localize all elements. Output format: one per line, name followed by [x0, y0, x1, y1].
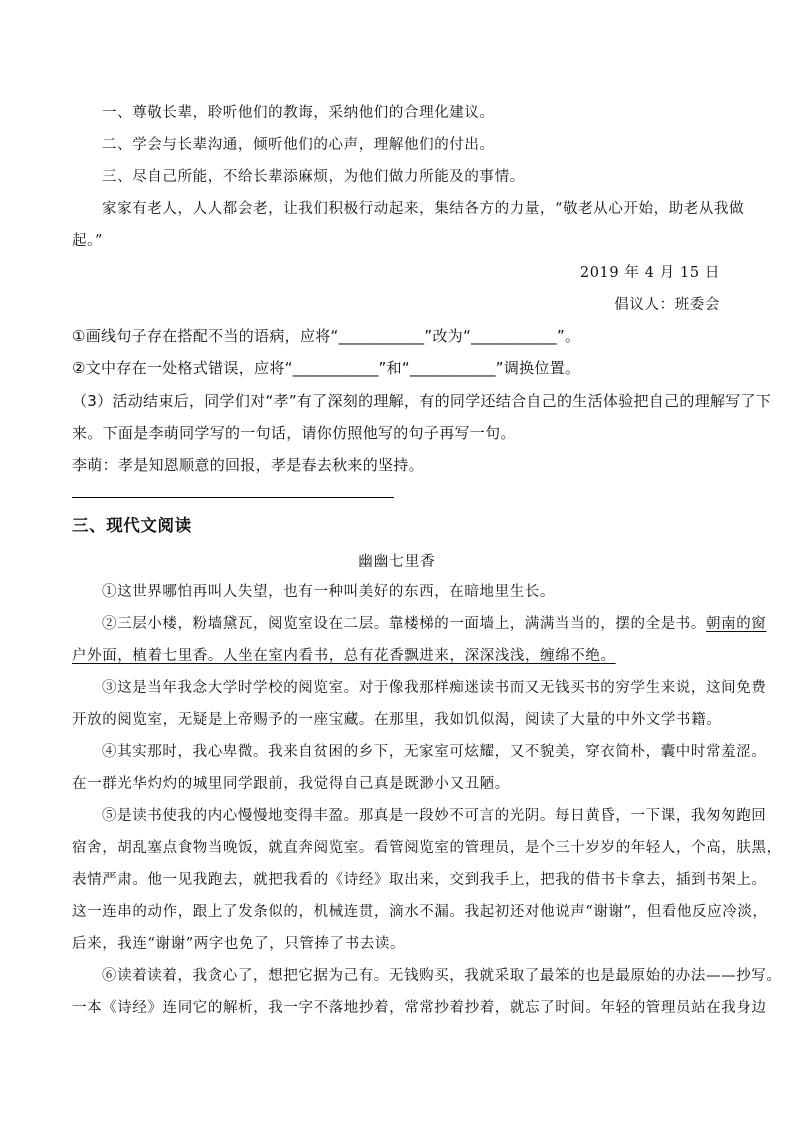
- proposal-signer: 倡议人：班委会: [614, 297, 720, 313]
- underlined-sentence-start: 朝南的窗: [706, 616, 767, 632]
- question-grammar: ①画线句子存在搭配不当的语病，应将“___________”改为“___________”。: [72, 327, 581, 345]
- proposal-closing-line-2: 起。”: [72, 233, 103, 249]
- article-para-5-line-2: 宿舍，胡乱塞点食物当晚饭，就直奔阅览室。看管阅览室的管理员，是个三十岁岁的年轻人，个高，肤黑，: [72, 840, 782, 856]
- article-para-4-line-2: 在一群光华灼灼的城里同学跟前，我觉得自己真是既渺小又丑陋。: [72, 776, 510, 792]
- question-3-line-1: （3）活动结束后，同学们对“孝”有了深刻的理解，有的同学还结合自己的生活体验把自己的理解写了下: [72, 392, 772, 410]
- article-para-5-line-3: 表情严肃。他一见我跑去，就把我看的《诗经》取出来，交到我手上，把我的借书卡拿去，插到书架上。: [72, 872, 767, 888]
- answer-line: [72, 497, 394, 498]
- proposal-item-3: 三、尽自己所能，不给长辈添麻烦，为他们做力所能及的事情。: [102, 169, 525, 185]
- article-para-5-line-5: 后来，我连“谢谢”两字也免了，只管捧了书去读。: [72, 936, 406, 952]
- question-format: ②文中存在一处格式错误，应将“___________”和“___________”调换位置。: [72, 359, 581, 377]
- proposal-date: 2019 年 4 月 15 日: [579, 265, 720, 281]
- underlined-sentence-end: 户外面，植着七里香。人坐在室内看书，总有花香飘进来，深深浅浅，缠绵不绝。: [72, 648, 616, 664]
- proposal-closing-line-1: 家家有老人，人人都会老，让我们积极行动起来，集结各方的力量，“敬老从心开始，助老从我做: [102, 201, 745, 217]
- article-para-6-line-1: ⑥读着读着，我贪心了，想把它据为己有。无钱购买，我就采取了最笨的也是最原始的办法——抄写。: [102, 968, 782, 984]
- article-para-6-line-2: 一本《诗经》连同它的解析，我一字不落地抄着，常常抄着抄着，就忘了时间。年轻的管理员站在我身边: [72, 1000, 767, 1016]
- question-3-line-2: 来。下面是李萌同学写的一句话，请你仿照他写的句子再写一句。: [72, 424, 516, 442]
- article-para-2-line-2: [72, 646, 720, 666]
- question-3-example: 李萌：孝是知恩顺意的回报，孝是春去秋来的坚持。: [72, 456, 424, 474]
- article-para-1: ①这世界哪怕再叫人失望，也有一种叫美好的东西，在暗地里生长。: [102, 584, 555, 600]
- article-para-5-line-4: 这一连串的动作，跟上了发条似的，机械连贯，滴水不漏。我起初还对他说声“谢谢”，但看他反应冷淡，: [72, 904, 768, 920]
- proposal-item-2: 二、学会与长辈沟通，倾听他们的心声，理解他们的付出。: [102, 137, 495, 153]
- article-para-4-line-1: ④其实那时，我心卑微。我来自贫困的乡下，无家室可炫耀，又不貌美，穿衣简朴，囊中时常羞涩。: [102, 744, 767, 760]
- article-para-2-line-1: [102, 614, 767, 634]
- article-title: 幽幽七里香: [358, 554, 436, 570]
- article-para-3-line-1: ③这是当年我念大学时学校的阅览室。对于像我那样痴迷读书而又无钱买书的穷学生来说，这间免费: [102, 680, 767, 696]
- section-heading: 三、现代文阅读: [72, 516, 192, 535]
- article-para-5-line-1: ⑤是读书使我的内心慢慢地变得丰盈。那真是一段妙不可言的光阴。每日黄昏，一下课，我匆匆跑回: [102, 808, 767, 824]
- para-2-text: ②三层小楼，粉墙黛瓦，阅览室设在二层。靠楼梯的一面墙上，满满当当的，摆的全是书。: [102, 616, 706, 632]
- article-para-3-line-2: 开放的阅览室，无疑是上帝赐予的一座宝藏。在那里，我如饥似渴，阅读了大量的中外文学书籍。: [72, 712, 722, 728]
- proposal-item-1: 一、尊敬长辈，聆听他们的教诲，采纳他们的合理化建议。: [102, 105, 495, 121]
